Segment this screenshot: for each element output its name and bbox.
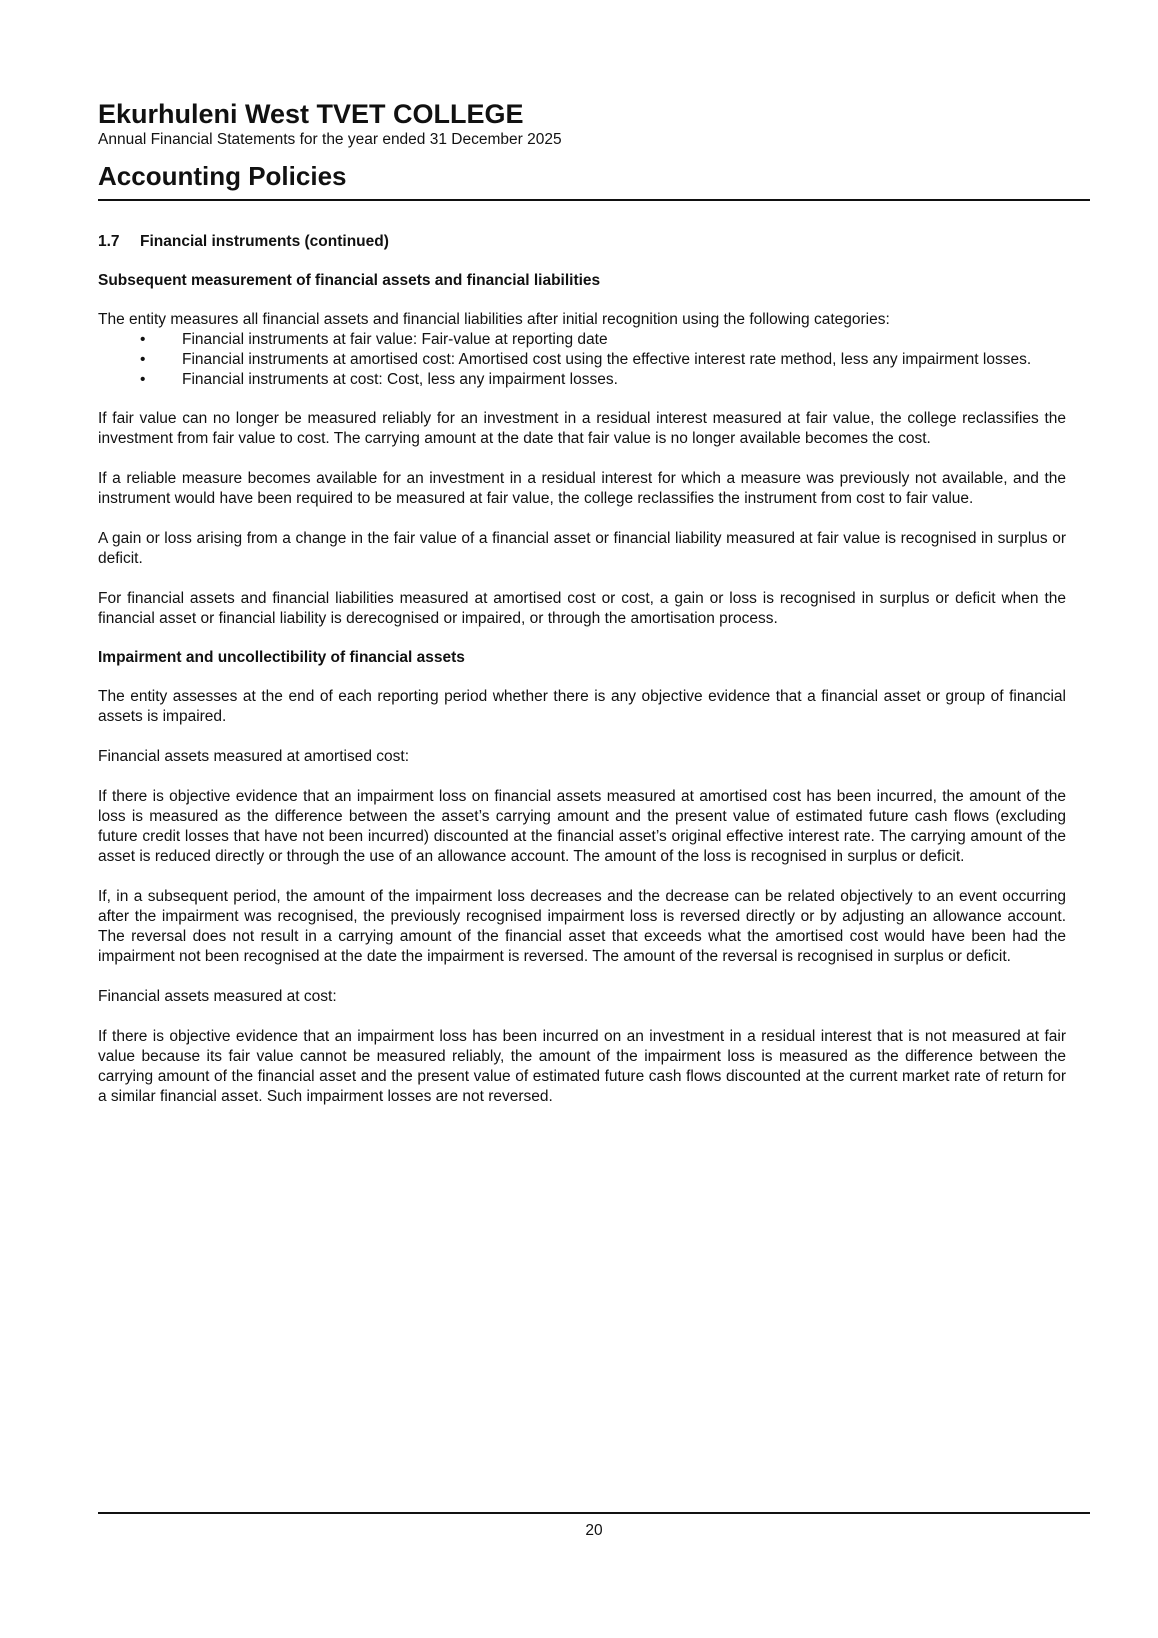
header-divider bbox=[98, 199, 1090, 201]
paragraph: A gain or loss arising from a change in the fair value of a financial asset or financial liability measured at fair value is recognised in surplus or deficit. bbox=[98, 530, 1066, 567]
list-item-text: Financial instruments at fair value: Fair-value at reporting date bbox=[182, 331, 608, 348]
section-title: Financial instruments (continued) bbox=[140, 233, 389, 250]
paragraph: If, in a subsequent period, the amount of the impairment loss decreases and the decrease can be related objectively to an event occurring after the impairment was recognised, the previously recognised impairment loss is reversed directly or by adjusting an allowance account. The reversal does not result in a carrying amount of the financial asset that exceeds what the amortised cost would have been had the impairment not been recognised at the date the impairment is reversed. The amount of the reversal is recognised in surplus or deficit. bbox=[98, 888, 1066, 965]
bullet-icon: • bbox=[140, 371, 146, 388]
categories-intro: The entity measures all financial assets and financial liabilities after initial recognition using the following categories: bbox=[98, 311, 890, 328]
paragraph: For financial assets and financial liabilities measured at amortised cost or cost, a gain or loss is recognised in surplus or deficit when the financial asset or financial liability is derecognised or impaired, or through the amortisation process. bbox=[98, 590, 1066, 627]
categories-list bbox=[98, 330, 1066, 390]
statement-subtitle: Annual Financial Statements for the year ended 31 December 2025 bbox=[98, 131, 562, 148]
list-item bbox=[98, 370, 1066, 390]
list-item bbox=[98, 350, 1066, 370]
organization-name: Ekurhuleni West TVET COLLEGE bbox=[98, 99, 524, 129]
list-item bbox=[98, 330, 1066, 350]
page-number: 20 bbox=[585, 1522, 603, 1539]
paragraph: If there is objective evidence that an impairment loss on financial assets measured at amortised cost has been incurred, the amount of the loss is measured as the difference between the asset’s carrying amount and the present value of estimated future cash flows (excluding future credit losses that have not been incurred) discounted at the financial asset’s original effective interest rate. The carrying amount of the asset is reduced directly or through the use of an allowance account. The amount of the loss is recognised in surplus or deficit. bbox=[98, 788, 1066, 865]
paragraph: If there is objective evidence that an impairment loss has been incurred on an investment in a residual interest that is not measured at fair value because its fair value cannot be measured reliably, the amount of the impairment loss is measured as the difference between the carrying amount of the financial asset and the present value of estimated future cash flows discounted at the current market rate of return for a similar financial asset. Such impairment losses are not reversed. bbox=[98, 1028, 1066, 1105]
page-header bbox=[98, 98, 1090, 192]
paragraph: If a reliable measure becomes available for an investment in a residual interest for which a measure was previously not available, and the instrument would have been required to be measured at fair value, the college reclassifies the instrument from cost to fair value. bbox=[98, 470, 1066, 507]
paragraph: If fair value can no longer be measured reliably for an investment in a residual interest measured at fair value, the college reclassifies the investment from fair value to cost. The carrying amount at the date that fair value is no longer available becomes the cost. bbox=[98, 410, 1066, 447]
section-number: 1.7 bbox=[98, 233, 120, 250]
list-item-text: Financial instruments at cost: Cost, less any impairment losses. bbox=[182, 371, 618, 388]
page-content bbox=[98, 232, 1066, 1127]
bullet-icon: • bbox=[140, 331, 146, 348]
footer-divider bbox=[98, 1512, 1090, 1514]
paragraph: The entity assesses at the end of each reporting period whether there is any objective evidence that a financial asset or group of financial assets is impaired. bbox=[98, 688, 1066, 725]
impairment-heading: Impairment and uncollectibility of financial assets bbox=[98, 649, 465, 666]
amortised-cost-label: Financial assets measured at amortised cost: bbox=[98, 748, 409, 765]
page-title: Accounting Policies bbox=[98, 161, 347, 191]
subsequent-measurement-heading: Subsequent measurement of financial assets and financial liabilities bbox=[98, 272, 601, 289]
list-item-text: Financial instruments at amortised cost: Amortised cost using the effective interest rate method, less any impairment losses. bbox=[182, 351, 1032, 368]
bullet-icon: • bbox=[140, 351, 146, 368]
section-heading bbox=[98, 232, 1066, 252]
cost-label: Financial assets measured at cost: bbox=[98, 988, 337, 1005]
